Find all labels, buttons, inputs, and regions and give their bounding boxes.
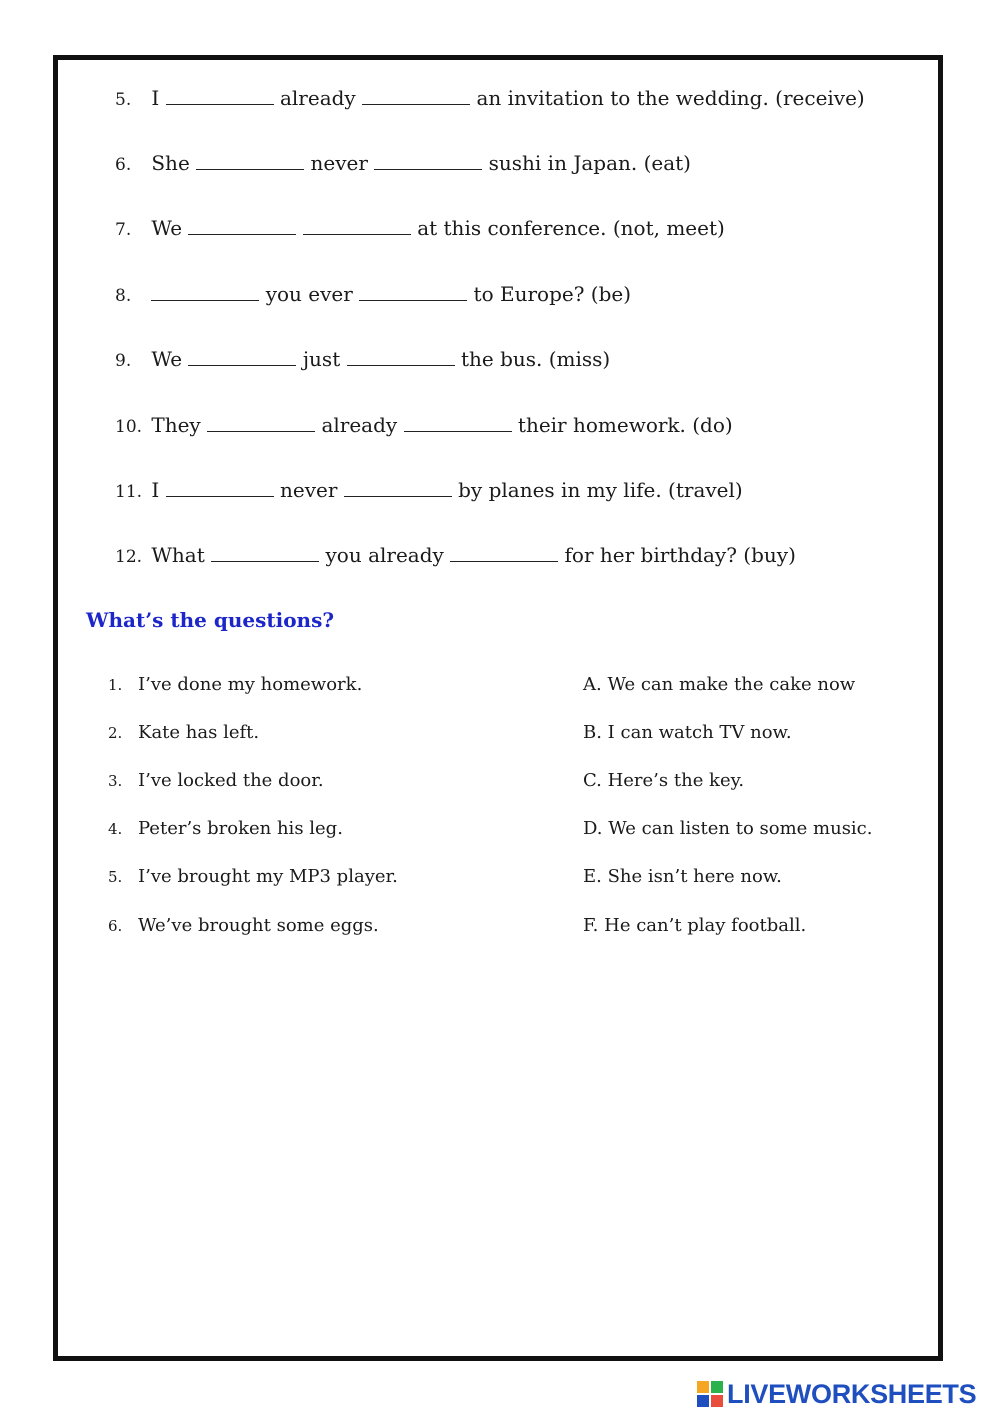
answer-blank[interactable] xyxy=(347,351,455,366)
match-left-item xyxy=(108,866,398,887)
exercise-middle: you already xyxy=(325,543,444,567)
answer-blank[interactable] xyxy=(166,482,274,497)
match-number: 6. xyxy=(108,917,123,935)
exercise-number: 8. xyxy=(115,286,132,306)
answer-blank[interactable] xyxy=(196,155,304,170)
exercise-middle: never xyxy=(279,478,338,502)
exercise-rest: for her birthday? (buy) xyxy=(564,543,796,567)
exercise-6 xyxy=(115,151,691,175)
liveworksheets-logo-icon xyxy=(697,1381,723,1407)
section-heading: What’s the questions? xyxy=(86,608,335,632)
exercise-8 xyxy=(115,282,631,306)
answer-blank[interactable] xyxy=(374,155,482,170)
exercise-subject: What xyxy=(151,543,205,567)
answer-blank[interactable] xyxy=(211,547,319,562)
match-number: 3. xyxy=(108,772,123,790)
match-text: Kate has left. xyxy=(138,722,260,743)
exercise-subject: We xyxy=(151,216,183,240)
exercise-middle: just xyxy=(302,347,341,371)
logo-square xyxy=(697,1381,709,1393)
exercise-number: 9. xyxy=(115,351,132,371)
exercise-middle: never xyxy=(310,151,368,175)
exercise-12 xyxy=(115,543,796,567)
exercise-rest: to Europe? (be) xyxy=(473,282,632,306)
exercise-5 xyxy=(115,86,865,110)
worksheet-border xyxy=(53,55,943,1361)
exercise-number: 10. xyxy=(115,417,143,437)
exercise-subject: We xyxy=(151,347,183,371)
exercise-subject: I xyxy=(151,478,160,502)
logo-square xyxy=(711,1395,723,1407)
logo-square xyxy=(697,1395,709,1407)
match-text: I’ve locked the door. xyxy=(138,770,324,791)
exercise-number: 5. xyxy=(115,90,132,110)
match-number: 2. xyxy=(108,724,123,742)
answer-blank[interactable] xyxy=(450,547,558,562)
exercise-9 xyxy=(115,347,610,371)
exercise-number: 6. xyxy=(115,155,132,175)
match-right-item: D. We can listen to some music. xyxy=(583,818,873,839)
logo-text: LIVEWORKSHEETS xyxy=(727,1378,977,1409)
answer-blank[interactable] xyxy=(188,351,296,366)
exercise-7 xyxy=(115,216,725,240)
answer-blank[interactable] xyxy=(166,90,274,105)
exercise-rest: by planes in my life. (travel) xyxy=(458,478,743,502)
exercise-middle: already xyxy=(279,86,356,110)
exercise-middle: already xyxy=(321,413,398,437)
exercise-number: 7. xyxy=(115,220,132,240)
answer-blank[interactable] xyxy=(344,482,452,497)
exercise-10 xyxy=(115,413,733,437)
match-text: Peter’s broken his leg. xyxy=(138,818,343,839)
match-text: We’ve brought some eggs. xyxy=(138,915,379,936)
exercise-subject: They xyxy=(151,413,201,437)
match-right-item: A. We can make the cake now xyxy=(583,674,856,695)
exercise-number: 11. xyxy=(115,482,143,502)
answer-blank[interactable] xyxy=(303,220,411,235)
logo-square xyxy=(711,1381,723,1393)
match-right-item: C. Here’s the key. xyxy=(583,770,745,791)
exercise-rest: their homework. (do) xyxy=(517,413,733,437)
match-number: 1. xyxy=(108,676,123,694)
match-right-item: E. She isn’t here now. xyxy=(583,866,782,887)
answer-blank[interactable] xyxy=(151,286,259,301)
answer-blank[interactable] xyxy=(359,286,467,301)
match-number: 5. xyxy=(108,868,123,886)
match-right-item: B. I can watch TV now. xyxy=(583,722,792,743)
match-left-item xyxy=(108,722,259,743)
exercise-number: 12. xyxy=(115,547,143,567)
exercise-subject: I xyxy=(151,86,160,110)
exercise-rest: the bus. (miss) xyxy=(460,347,611,371)
match-left-item xyxy=(108,915,379,936)
answer-blank[interactable] xyxy=(404,417,512,432)
match-number: 4. xyxy=(108,820,123,838)
exercise-rest: an invitation to the wedding. (receive) xyxy=(476,86,865,110)
liveworksheets-logo[interactable] xyxy=(697,1376,976,1412)
exercise-subject: She xyxy=(151,151,190,175)
exercise-middle: you ever xyxy=(265,282,353,306)
exercise-rest: at this conference. (not, meet) xyxy=(417,216,725,240)
answer-blank[interactable] xyxy=(362,90,470,105)
answer-blank[interactable] xyxy=(207,417,315,432)
match-right-item: F. He can’t play football. xyxy=(583,915,807,936)
match-text: I’ve brought my MP3 player. xyxy=(138,866,398,887)
match-left-item xyxy=(108,674,362,695)
answer-blank[interactable] xyxy=(188,220,296,235)
exercise-11 xyxy=(115,478,743,502)
match-left-item xyxy=(108,770,324,791)
match-text: I’ve done my homework. xyxy=(138,674,363,695)
match-left-item xyxy=(108,818,343,839)
exercise-rest: sushi in Japan. (eat) xyxy=(488,151,691,175)
